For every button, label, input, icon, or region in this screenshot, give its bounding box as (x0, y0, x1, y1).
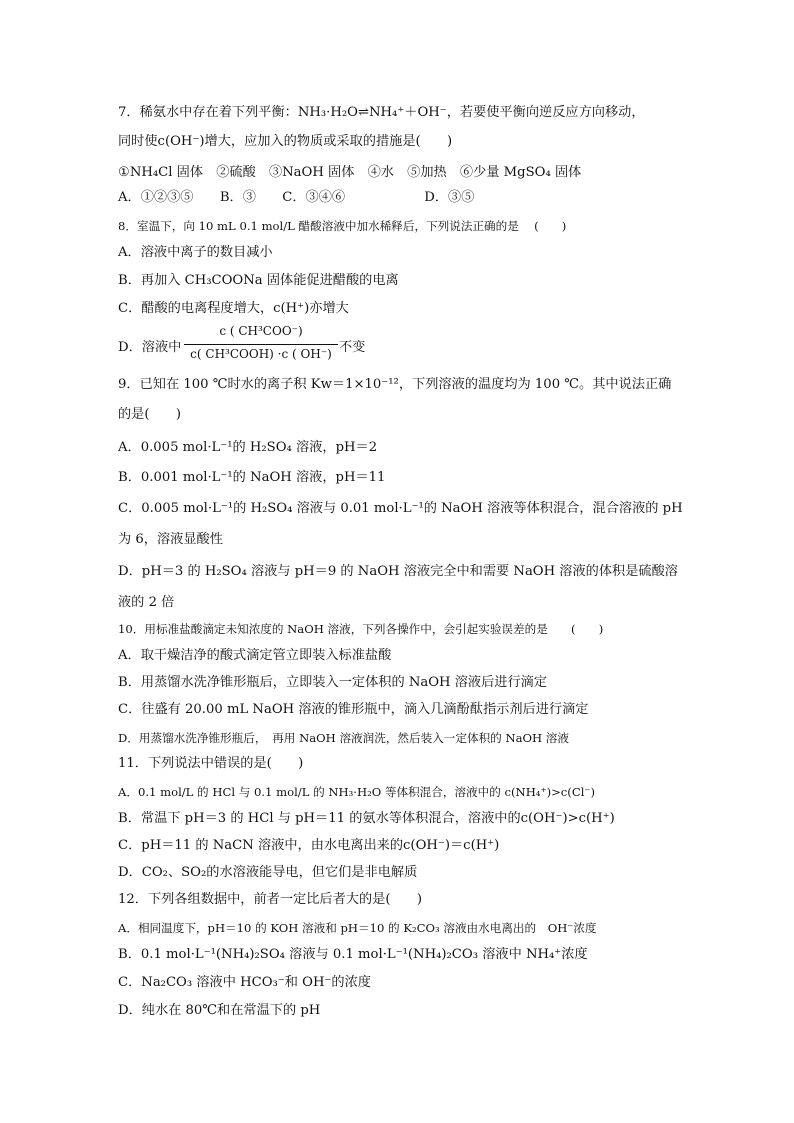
q9-option-c-line1: C．0.005 mol·L⁻¹的 H₂SO₄ 溶液与 0.01 mol·L⁻¹的 NaOH 溶液等体积混合，混合溶液的 pH (118, 501, 683, 516)
q8-option-d-lead: D．溶液中 (118, 340, 182, 355)
q12-option-b: B．0.1 mol·L⁻¹(NH₄)₂SO₄ 溶液与 0.1 mol·L⁻¹(NH₄)₂CO₃ 溶液中 NH₄⁺浓度 (118, 947, 588, 962)
q9-option-a: A．0.005 mol·L⁻¹的 H₂SO₄ 溶液，pH＝2 (118, 440, 378, 455)
q7-stem-line1: 7．稀氨水中存在着下列平衡：NH₃·H₂O⇌NH₄⁺＋OH⁻，若要使平衡向逆反应方向移动， (118, 105, 645, 120)
q11-stem: 11．下列说法中错误的是( ) (118, 756, 304, 771)
q10-option-b: B．用蒸馏水洗净锥形瓶后，立即装入一定体积的 NaOH 溶液后进行滴定 (118, 675, 548, 690)
q8-option-d-tail: 不变 (339, 340, 366, 355)
q12-option-a: A．相同温度下，pH＝10 的 KOH 溶液和 pH＝10 的 K₂CO₃ 溶液由水电离出的 OH⁻浓度 (118, 921, 597, 935)
q9-option-d-line2: 液的 2 倍 (118, 595, 175, 610)
q11-option-c: C．pH＝11 的 NaCN 溶液中，由水电离出来的c(OH⁻)＝c(H⁺) (118, 838, 500, 853)
q10-stem: 10．用标准盐酸滴定未知浓度的 NaOH 溶液，下列各操作中，会引起实验误差的是 ( ) (118, 622, 604, 636)
q9-option-c-line2: 为 6，溶液显酸性 (118, 532, 223, 547)
q11-option-a: A．0.1 mol/L 的 HCl 与 0.1 mol/L 的 NH₃·H₂O 等体积混合，溶液中的 c(NH₄⁺)>c(Cl⁻) (118, 785, 596, 799)
q9-stem-line2: 的是( ) (118, 407, 182, 422)
q9-option-b: B．0.001 mol·L⁻¹的 NaOH 溶液，pH＝11 (118, 470, 386, 485)
q8-stem: 8．室温下，向 10 mL 0.1 mol/L 醋酸溶液中加水稀释后，下列说法正确的是 ( ) (118, 219, 567, 233)
q10-option-c: C．往盛有 20.00 mL NaOH 溶液的锥形瓶中，滴入几滴酚酞指示剂后进行滴定 (118, 702, 589, 717)
q11-option-b: B．常温下 pH＝3 的 HCl 与 pH＝11 的氨水等体积混合，溶液中的c(OH⁻)>c(H⁺) (118, 811, 615, 826)
q9-option-d-line1: D．pH＝3 的 H₂SO₄ 溶液与 pH＝9 的 NaOH 溶液完全中和需要 NaOH 溶液的体积是硫酸溶 (118, 564, 678, 579)
q8-option-c: C．醋酸的电离程度增大，c(H⁺)亦增大 (118, 301, 349, 316)
q12-stem: 12．下列各组数据中，前者一定比后者大的是( ) (118, 892, 423, 907)
q11-option-d: D．CO₂、SO₂的水溶液能导电，但它们是非电解质 (118, 865, 418, 880)
q8-fraction (184, 322, 338, 368)
fraction-numerator: c ( CH³COO⁻) (219, 324, 303, 338)
fraction-denominator: c( CH³COOH) ·c ( OH⁻) (190, 347, 332, 361)
q8-option-b: B．再加入 CH₃COONa 固体能促进醋酸的电离 (118, 273, 399, 288)
q10-option-a: A．取干燥洁净的酸式滴定管立即装入标准盐酸 (118, 648, 392, 663)
q10-option-d: D．用蒸馏水洗净锥形瓶后， 再用 NaOH 溶液润洗，然后装入一定体积的 NaOH 溶液 (118, 731, 569, 745)
q9-stem-line1: 9．已知在 100 ℃时水的离子积 Kw＝1×10⁻¹²，下列溶液的温度均为 100 ℃。其中说法正确 (118, 377, 672, 392)
q7-items: ①NH₄Cl 固体 ②硫酸 ③NaOH 固体 ④水 ⑤加热 ⑥少量 MgSO₄ 固体 (118, 165, 582, 180)
q12-option-d: D．纯水在 80℃和在常温下的 pH (118, 1003, 321, 1018)
q12-option-c: C．Na₂CO₃ 溶液中 HCO₃⁻和 OH⁻的浓度 (118, 975, 371, 990)
q7-stem-line2: 同时使c(OH⁻)增大，应加入的物质或采取的措施是( ) (118, 134, 453, 149)
q7-options: A．①②③⑤ B．③ C．③④⑥ D．③⑤ (118, 190, 475, 205)
fraction-bar (184, 344, 338, 345)
q8-option-a: A．溶液中离子的数目减小 (118, 245, 273, 260)
